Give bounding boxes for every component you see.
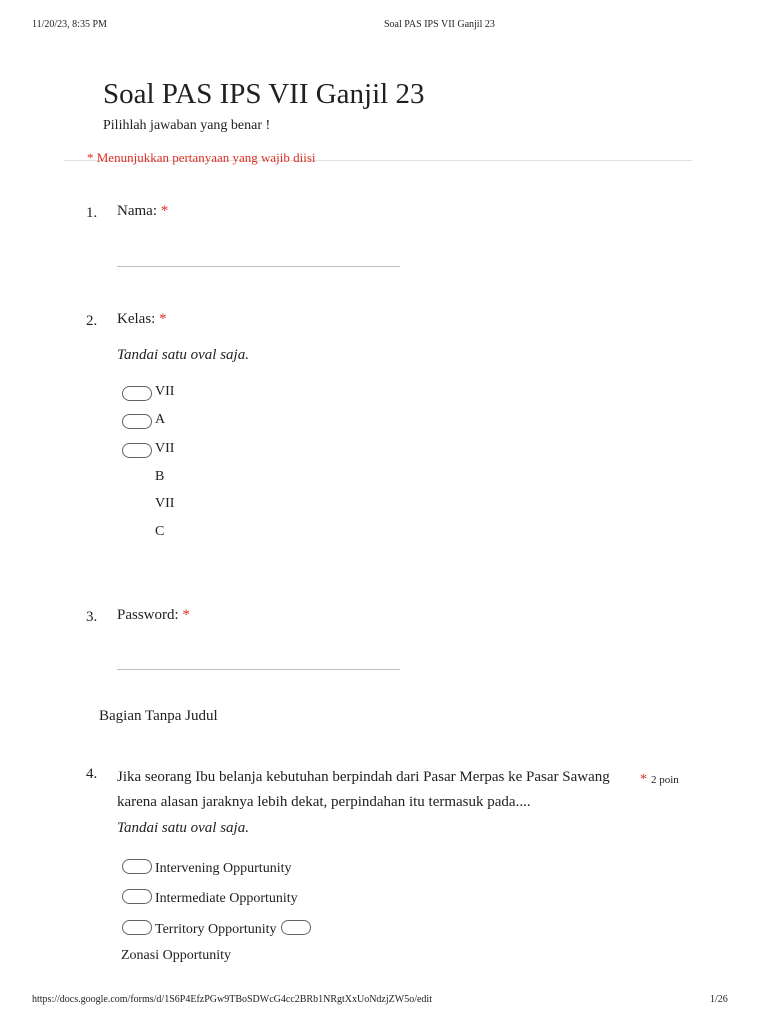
question-4-number: 4. (86, 766, 98, 782)
option-label: VII (155, 441, 175, 456)
required-star: * (159, 311, 167, 327)
question-3-label (117, 607, 190, 624)
radio-oval[interactable] (122, 443, 152, 458)
print-datetime: 11/20/23, 8:35 PM (32, 19, 107, 30)
nama-input-line[interactable] (117, 266, 400, 267)
form-description: Pilihlah jawaban yang benar ! (103, 118, 271, 133)
radio-oval[interactable] (122, 859, 152, 874)
option-label: Intermediate Opportunity (155, 891, 298, 906)
question-1-number: 1. (86, 205, 98, 221)
required-note: * Menunjukkan pertanyaan yang wajib diisi (87, 150, 316, 165)
print-url: https://docs.google.com/forms/d/1S6P4EfzPGw9TBoSDWcG4cc2BRb1NRgtXxUoNdzjZW5o/edit (32, 994, 432, 1005)
radio-oval[interactable] (122, 920, 152, 935)
section-title: Bagian Tanpa Judul (99, 708, 218, 724)
question-4-text: Jika seorang Ibu belanja kebutuhan berpindah dari Pasar Merpas ke Pasar Sawang karena alasan jaraknya lebih dekat, perpindahan itu termasuk pada.... (117, 769, 610, 810)
radio-oval[interactable] (122, 414, 152, 429)
question-1-text: Nama: (117, 203, 157, 219)
points-label: 2 poin (651, 774, 679, 786)
option-label: VII (155, 496, 175, 511)
radio-oval[interactable] (122, 889, 152, 904)
page-number: 1/26 (710, 994, 728, 1005)
option-label: Zonasi Opportunity (121, 948, 232, 963)
question-3-number: 3. (86, 609, 98, 625)
option-label: A (155, 412, 166, 427)
question-2-number: 2. (86, 313, 98, 329)
question-1-label (117, 203, 168, 220)
question-4-points (640, 770, 679, 788)
option-label: VII (155, 384, 175, 399)
option-label: B (155, 469, 165, 484)
option-label: Intervening Oppurtunity (155, 861, 292, 876)
question-4-hint: Tandai satu oval saja. (117, 820, 249, 836)
print-doc-title: Soal PAS IPS VII Ganjil 23 (384, 19, 495, 30)
password-input-line[interactable] (117, 669, 400, 670)
radio-oval[interactable] (122, 386, 152, 401)
question-3-text: Password: (117, 607, 179, 623)
question-2-text: Kelas: (117, 311, 156, 327)
required-star: * (182, 607, 190, 623)
option-label: Territory Opportunity (155, 922, 277, 937)
question-2-label (117, 311, 167, 328)
question-2-hint: Tandai satu oval saja. (117, 347, 249, 363)
form-title: Soal PAS IPS VII Ganjil 23 (103, 78, 425, 110)
required-star: * (160, 203, 169, 219)
option-label: C (155, 524, 165, 539)
radio-oval[interactable] (281, 920, 311, 935)
required-star: * (640, 772, 647, 787)
